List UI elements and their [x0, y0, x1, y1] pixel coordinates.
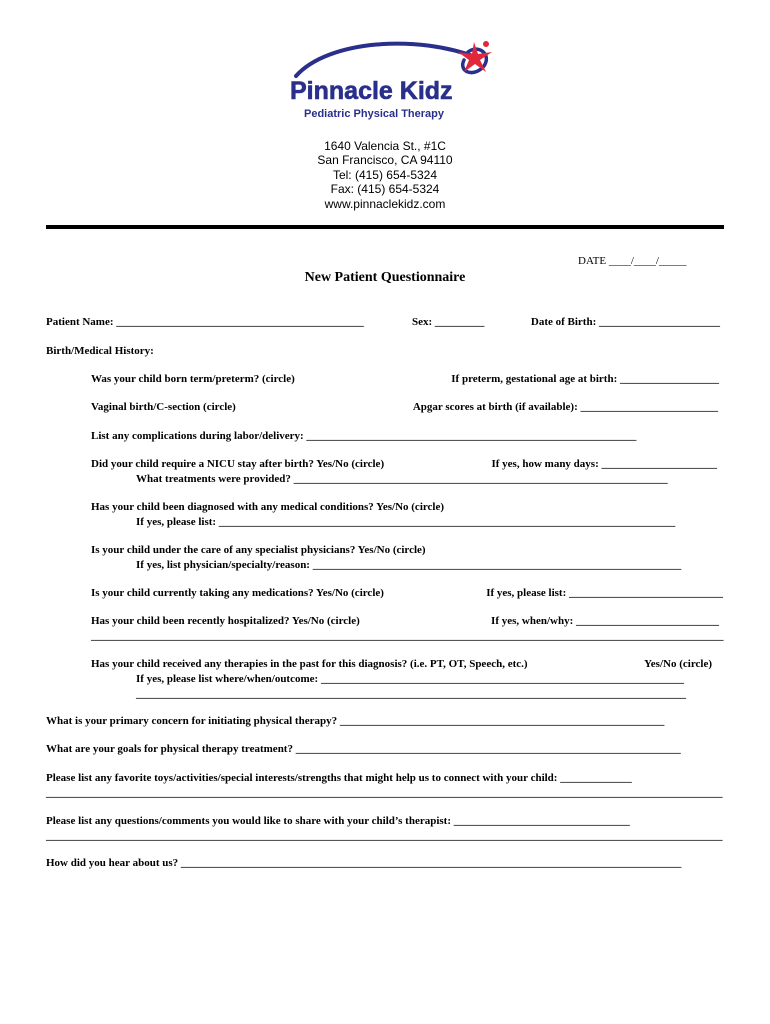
- pinnacle-kidz-logo: [288, 36, 500, 122]
- svg-text:Pinnacle Kidz: Pinnacle Kidz: [290, 77, 453, 105]
- address-web: www.pinnaclekidz.com: [324, 196, 446, 211]
- clinic-address: [0, 139, 770, 211]
- blank-line-toys[interactable]: ___________________________________________________________________________________________________________________________: [46, 787, 723, 799]
- q-therapies[interactable]: Has your child received any therapies in the past for this diagnosis? (i.e. PT, OT, Speech, etc.): [91, 658, 528, 670]
- q-term-preterm[interactable]: Was your child born term/preterm? (circle): [91, 373, 295, 385]
- dob-field[interactable]: Date of Birth: ______________________: [530, 316, 720, 328]
- q-nicu-stay[interactable]: Did your child require a NICU stay after birth? Yes/No (circle): [91, 458, 385, 470]
- q-questions-comments[interactable]: Please list any questions/comments you would like to share with your child’s therapist: ________________________________: [46, 815, 630, 827]
- q-gestational-age[interactable]: If preterm, gestational age at birth: __________________: [451, 373, 719, 385]
- blank-line-questions[interactable]: ___________________________________________________________________________________________________________________________: [46, 830, 723, 842]
- address-tel: Tel: (415) 654-5324: [332, 167, 438, 182]
- q-nicu-treatments[interactable]: What treatments were provided? ____________________________________________________________________: [136, 473, 668, 485]
- q-vaginal-csection[interactable]: Vaginal birth/C-section (circle): [91, 401, 236, 413]
- q-specialist[interactable]: Is your child under the care of any specialist physicians? Yes/No (circle): [91, 544, 426, 556]
- q-hospitalized[interactable]: Has your child been recently hospitalized? Yes/No (circle): [91, 615, 360, 627]
- q-therapy-goals[interactable]: What are your goals for physical therapy treatment? ______________________________________________________________________: [46, 743, 681, 755]
- q-medications[interactable]: Is your child currently taking any medications? Yes/No (circle): [91, 587, 384, 599]
- address-street: 1640 Valencia St., #1C: [324, 139, 446, 153]
- section-birth-history: Birth/Medical History:: [46, 345, 154, 357]
- q-medications-list[interactable]: If yes, please list: ____________________________: [486, 587, 723, 599]
- address-fax: Fax: (415) 654-5324: [330, 182, 440, 197]
- q-apgar-scores[interactable]: Apgar scores at birth (if available): _________________________: [412, 401, 718, 413]
- q-nicu-days[interactable]: If yes, how many days: _____________________: [491, 458, 717, 470]
- svg-text:Pediatric Physical Therapy: Pediatric Physical Therapy: [304, 108, 445, 120]
- q-medical-conditions[interactable]: Has your child been diagnosed with any medical conditions? Yes/No (circle): [91, 501, 445, 513]
- q-primary-concern[interactable]: What is your primary concern for initiating physical therapy? ___________________________________________________________: [46, 715, 665, 727]
- q-therapies-yes-no[interactable]: Yes/No (circle): [644, 658, 712, 670]
- sex-field[interactable]: Sex: _________: [412, 316, 485, 328]
- q-hospitalized-when[interactable]: If yes, when/why: __________________________: [491, 615, 719, 627]
- q-how-heard[interactable]: How did you hear about us? ___________________________________________________________________________________________: [46, 857, 682, 869]
- q-specialist-list[interactable]: If yes, list physician/specialty/reason: ___________________________________________________________________: [136, 559, 682, 571]
- star-figure-icon: [288, 36, 500, 122]
- address-city: San Francisco, CA 94110: [317, 153, 453, 168]
- q-complications[interactable]: List any complications during labor/delivery: ____________________________________________________________: [91, 430, 637, 442]
- form-title: New Patient Questionnaire: [304, 270, 466, 285]
- date-field[interactable]: DATE ____/____/_____: [578, 255, 687, 267]
- header-divider: [46, 225, 724, 229]
- blank-line-therapies[interactable]: ____________________________________________________________________________________________________: [136, 688, 686, 700]
- q-conditions-list[interactable]: If yes, please list: ___________________________________________________________________________________: [136, 516, 676, 528]
- patient-name-field[interactable]: Patient Name: _____________________________________________: [46, 316, 364, 328]
- q-favorite-toys[interactable]: Please list any favorite toys/activities/special interests/strengths that might help us to connect with your child: _____________: [46, 772, 632, 784]
- blank-line-hospitalized[interactable]: ___________________________________________________________________________________________________________________: [91, 630, 724, 642]
- q-therapies-list[interactable]: If yes, please list where/when/outcome: __________________________________________________________________: [136, 673, 684, 685]
